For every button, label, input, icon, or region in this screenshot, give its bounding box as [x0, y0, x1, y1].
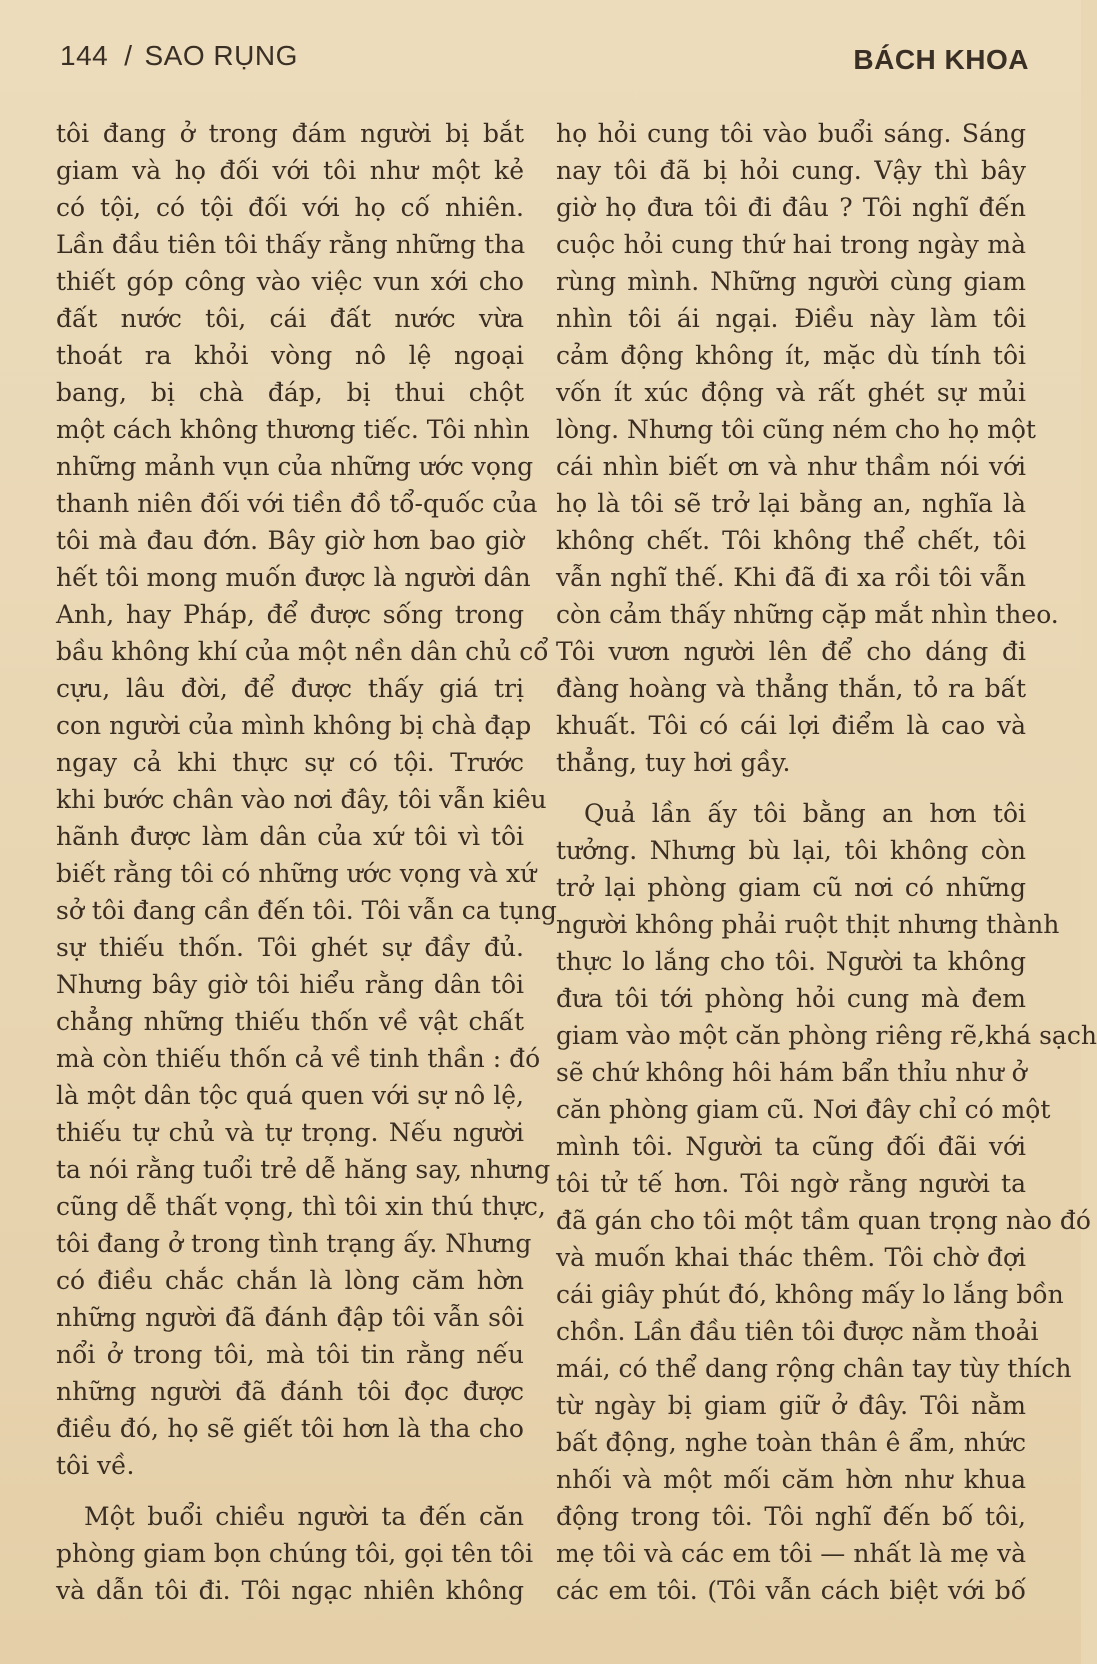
- text-line: chẳng những thiếu thốn về vật chất: [56, 1007, 524, 1036]
- text-line: thiếu tự chủ và tự trọng. Nếu người: [56, 1118, 524, 1147]
- text-line: ngay cả khi thực sự có tội. Trước: [56, 748, 524, 777]
- text-line: đàng hoàng và thẳng thắn, tỏ ra bất: [556, 674, 1026, 703]
- text-line: cũng dễ thất vọng, thì tôi xin thú thực,: [56, 1192, 546, 1221]
- paragraph: [556, 115, 1059, 781]
- text-line: thoát ra khỏi vòng nô lệ ngoại: [56, 341, 524, 370]
- text-line: tôi đang ở trong tình trạng ấy. Nhưng: [56, 1229, 532, 1258]
- text-line: tôi tử tế hơn. Tôi ngờ rằng người ta: [556, 1169, 1026, 1198]
- text-line: mình tôi. Người ta cũng đối đãi với: [556, 1132, 1026, 1161]
- paragraph: [56, 1498, 534, 1609]
- paragraph-gap: [56, 1484, 524, 1498]
- text-line: các em tôi. (Tôi vẫn cách biệt với bố: [556, 1576, 1026, 1605]
- text-line: một cách không thương tiếc. Tôi nhìn: [56, 415, 530, 444]
- text-line: và muốn khai thác thêm. Tôi chờ đợi: [556, 1243, 1026, 1272]
- section-title: SAO RỤNG: [144, 40, 298, 71]
- text-line: trở lại phòng giam cũ nơi có những: [556, 873, 1026, 902]
- text-line: giam và họ đối với tôi như một kẻ: [56, 156, 524, 185]
- text-line: những người đã đánh tôi đọc được: [56, 1377, 524, 1406]
- text-line: giờ họ đưa tôi đi đâu ? Tôi nghĩ đến: [556, 193, 1026, 222]
- text-line: không chết. Tôi không thể chết, tôi: [556, 526, 1026, 555]
- text-line: nay tôi đã bị hỏi cung. Vậy thì bây: [556, 156, 1026, 185]
- text-line: thanh niên đối với tiền đồ tổ-quốc của: [56, 489, 538, 518]
- text-line: vẫn nghĩ thế. Khi đã đi xa rồi tôi vẫn: [556, 563, 1026, 592]
- text-line: giam vào một căn phòng riêng rẽ,khá sạch: [556, 1021, 1097, 1050]
- text-line: cảm động không ít, mặc dù tính tôi: [556, 341, 1026, 370]
- text-line: căn phòng giam cũ. Nơi đây chỉ có một: [556, 1095, 1051, 1124]
- text-line: ta nói rằng tuổi trẻ dễ hăng say, nhưng: [56, 1155, 551, 1184]
- text-line: tưởng. Nhưng bù lại, tôi không còn: [556, 836, 1026, 865]
- text-line: Nhưng bây giờ tôi hiểu rằng dân tôi: [56, 970, 524, 999]
- running-header: [60, 40, 1029, 84]
- left-column: [56, 115, 557, 1609]
- text-line: biết rằng tôi có những ước vọng và xứ: [56, 859, 537, 888]
- text-line: là một dân tộc quá quen với sự nô lệ,: [56, 1081, 524, 1110]
- page-number: 144: [60, 40, 109, 71]
- text-line: và dẫn tôi đi. Tôi ngạc nhiên không: [56, 1576, 524, 1605]
- text-line: thiết góp công vào việc vun xới cho: [56, 267, 524, 296]
- text-line: tôi đang ở trong đám người bị bắt: [56, 119, 524, 148]
- paragraph: [556, 795, 1097, 1609]
- text-line: họ là tôi sẽ trở lại bằng an, nghĩa là: [556, 489, 1026, 518]
- text-line: bất động, nghe toàn thân ê ẩm, nhức: [556, 1428, 1026, 1457]
- text-line: từ ngày bị giam giữ ở đây. Tôi nằm: [556, 1391, 1026, 1420]
- publication-title: BÁCH KHOA: [853, 44, 1029, 75]
- text-line: Lần đầu tiên tôi thấy rằng những tha: [56, 230, 526, 259]
- text-line: Anh, hay Pháp, để được sống trong: [56, 600, 524, 629]
- text-line: rùng mình. Những người cùng giam: [556, 267, 1026, 296]
- text-line: nổi ở trong tôi, mà tôi tin rằng nếu: [56, 1340, 524, 1369]
- text-line: Tôi vươn người lên để cho dáng đi: [556, 637, 1026, 666]
- text-line: phòng giam bọn chúng tôi, gọi tên tôi: [56, 1539, 534, 1568]
- text-line: sự thiếu thốn. Tôi ghét sự đầy đủ.: [56, 933, 524, 962]
- text-line: còn cảm thấy những cặp mắt nhìn theo.: [556, 600, 1059, 629]
- text-line: họ hỏi cung tôi vào buổi sáng. Sáng: [556, 119, 1026, 148]
- text-line: Quả lần ấy tôi bằng an hơn tôi: [584, 799, 1026, 828]
- text-line: có điều chắc chắn là lòng căm hờn: [56, 1266, 524, 1295]
- text-line: cái nhìn biết ơn và như thầm nói với: [556, 452, 1026, 481]
- text-line: cuộc hỏi cung thứ hai trong ngày mà: [556, 230, 1026, 259]
- text-line: người không phải ruột thịt nhưng thành: [556, 910, 1060, 939]
- text-line: những mảnh vụn của những ước vọng: [56, 452, 534, 481]
- text-line: đưa tôi tới phòng hỏi cung mà đem: [556, 984, 1026, 1013]
- text-line: vốn ít xúc động và rất ghét sự mủi: [556, 378, 1026, 407]
- text-line: sở tôi đang cần đến tôi. Tôi vẫn ca tụng: [56, 896, 557, 925]
- text-line: tôi về.: [56, 1451, 135, 1480]
- header-left: [60, 40, 298, 72]
- text-line: mà còn thiếu thốn cả về tinh thần : đó: [56, 1044, 541, 1073]
- text-line: mẹ tôi và các em tôi — nhất là mẹ và: [556, 1539, 1026, 1568]
- text-line: nhìn tôi ái ngại. Điều này làm tôi: [556, 304, 1026, 333]
- text-line: Một buổi chiều người ta đến căn: [84, 1502, 524, 1531]
- paragraph: [56, 115, 557, 1484]
- text-line: con người của mình không bị chà đạp: [56, 711, 532, 740]
- text-line: khi bước chân vào nơi đây, tôi vẫn kiêu: [56, 785, 547, 814]
- text-line: thẳng, tuy hơi gầy.: [556, 748, 791, 777]
- text-line: tôi mà đau đớn. Bây giờ hơn bao giờ: [56, 526, 524, 555]
- text-line: lòng. Nhưng tôi cũng ném cho họ một: [556, 415, 1036, 444]
- text-line: hãnh được làm dân của xứ tôi vì tôi: [56, 822, 524, 851]
- right-column: [556, 115, 1097, 1609]
- text-line: động trong tôi. Tôi nghĩ đến bố tôi,: [556, 1502, 1026, 1531]
- text-line: cái giây phút đó, không mấy lo lắng bồn: [556, 1280, 1064, 1309]
- text-line: những người đã đánh đập tôi vẫn sôi: [56, 1303, 524, 1332]
- text-line: sẽ chứ không hôi hám bẩn thỉu như ở: [556, 1058, 1027, 1087]
- text-line: đã gán cho tôi một tầm quan trọng nào đó: [556, 1206, 1091, 1235]
- text-line: thực lo lắng cho tôi. Người ta không: [556, 947, 1026, 976]
- text-line: chồn. Lần đầu tiên tôi được nằm thoải: [556, 1317, 1039, 1346]
- header-separator: /: [124, 40, 133, 71]
- text-line: bầu không khí của một nền dân chủ cổ: [56, 637, 549, 666]
- paragraph-gap: [556, 781, 1026, 795]
- text-line: khuất. Tôi có cái lợi điểm là cao và: [556, 711, 1026, 740]
- text-line: bang, bị chà đáp, bị thui chột: [56, 378, 524, 407]
- text-line: cựu, lâu đời, để được thấy giá trị: [56, 674, 524, 703]
- text-line: mái, có thể dang rộng chân tay tùy thích: [556, 1354, 1072, 1383]
- text-line: đất nước tôi, cái đất nước vừa: [56, 304, 524, 333]
- text-line: nhối và một mối căm hờn như khua: [556, 1465, 1026, 1494]
- text-line: hết tôi mong muốn được là người dân: [56, 563, 531, 592]
- text-line: điều đó, họ sẽ giết tôi hơn là tha cho: [56, 1414, 524, 1443]
- text-line: có tội, có tội đối với họ cố nhiên.: [56, 193, 524, 222]
